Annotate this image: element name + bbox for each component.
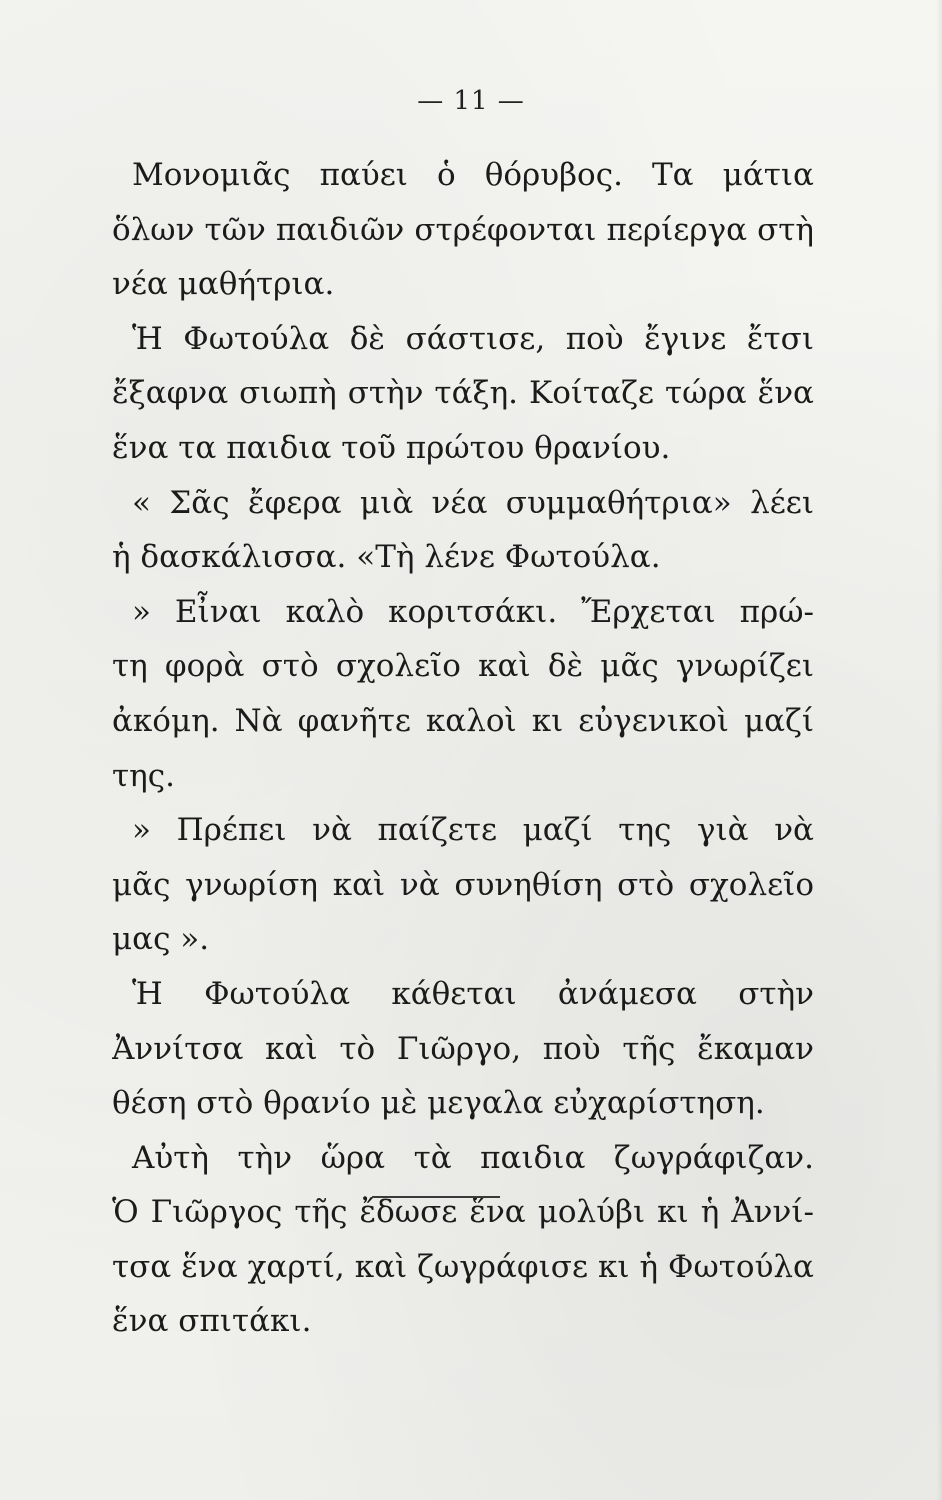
text-line: μᾶς γνωρίση καὶ νὰ συνηθίση στὸ σχολεῖο (112, 866, 814, 903)
text-line: τσα ἕνα χαρτί, καὶ ζωγράφισε κι ἡ Φωτούλα (112, 1248, 814, 1285)
text-line: ἡ δασκάλισσα. «Τὴ λένε Φωτούλα. (112, 539, 661, 576)
text-line: ὅλων τῶν παιδιῶν στρέφονται περίεργα στὴ (112, 211, 814, 248)
text-line: ἀκόμη. Νὰ φανῆτε καλοὶ κι εὐγενικοὶ μαζί (112, 702, 814, 739)
text-line: Μονομιᾶς παύει ὁ θόρυβος. Τα μάτια (132, 157, 814, 193)
text-line: Ἀννίτσα καὶ τὸ Γιῶργο, ποὺ τῆς ἔκαμαν (112, 1030, 814, 1067)
text-line: ἕνα τα παιδια τοῦ πρώτου θρανίου. (112, 429, 671, 466)
text-line: « Σᾶς ἔφερα μιὰ νέα συμμαθήτρια» λέει (132, 484, 814, 521)
text-line: νέα μαθήτρια. (112, 266, 335, 303)
text-line: Ὁ Γιῶργος τῆς ἔδωσε ἕνα μολύβι κι ἡ Ἀννί- (112, 1194, 814, 1231)
text-line: Ἡ Φωτούλα κάθεται ἀνάμεσα στὴν (132, 975, 814, 1012)
text-line: Ἡ Φωτούλα δὲ σάστισε, ποὺ ἔγινε ἔτσι (132, 320, 814, 357)
text-line: » Εἶναι καλὸ κοριτσάκι. Ἔρχεται πρώ- (132, 593, 814, 630)
body-text (112, 148, 814, 1349)
text-line: ἔξαφνα σιωπὴ στὴν τάξη. Κοίταζε τώρα ἕνα (112, 375, 814, 412)
text-line: θέση στὸ θρανίο μὲ μεγαλα εὐχαρίστηση. (112, 1085, 765, 1122)
section-divider (372, 1196, 500, 1198)
text-line: τη φορὰ στὸ σχολεῖο καὶ δὲ μᾶς γνωρίζει (112, 648, 814, 685)
text-line: μας ». (112, 921, 210, 958)
text-line: της. (112, 757, 175, 794)
page-number: — 11 — (417, 86, 525, 116)
text-line: Αὐτὴ τὴν ὥρα τὰ παιδια ζωγράφιζαν. (132, 1139, 814, 1176)
text-line: ἕνα σπιτάκι. (112, 1303, 312, 1340)
page-edge-shadow (936, 0, 942, 1500)
text-line: » Πρέπει νὰ παίζετε μαζί της γιὰ νὰ (132, 812, 814, 849)
